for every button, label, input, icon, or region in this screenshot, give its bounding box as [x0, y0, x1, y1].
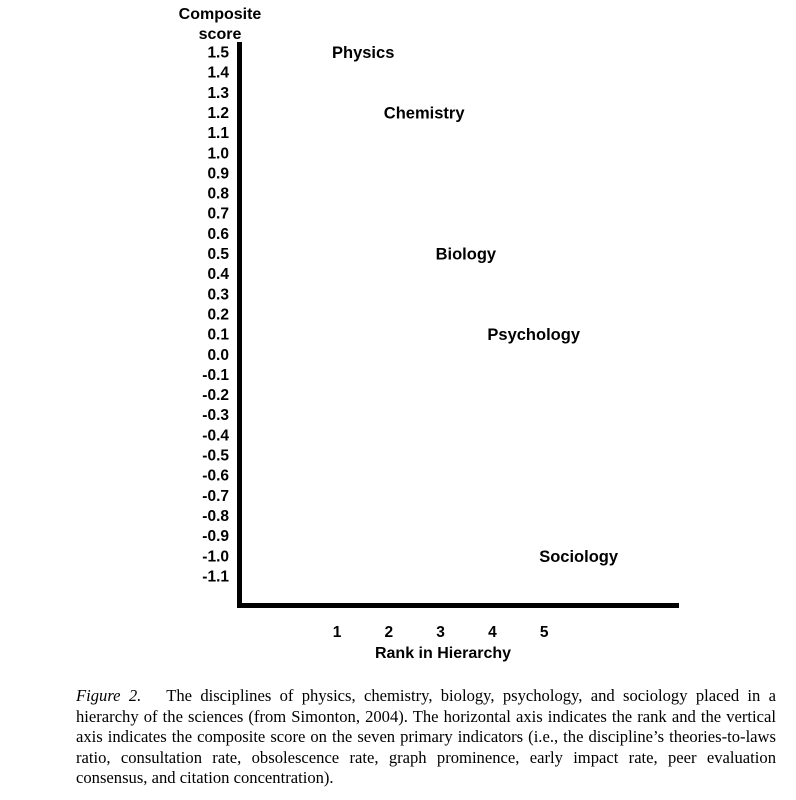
- y-tick-label: 0.2: [207, 306, 229, 324]
- x-tick-label: 3: [436, 624, 445, 641]
- y-axis-title-line-1: Composite: [178, 6, 262, 23]
- y-tick-label: 0.5: [207, 246, 229, 263]
- y-tick-label: 1.4: [207, 64, 229, 82]
- data-point-chemistry: Chemistry: [383, 104, 465, 123]
- y-tick-label: 0.0: [207, 346, 229, 364]
- data-points: [332, 44, 619, 566]
- y-tick-label: -0.1: [202, 366, 229, 384]
- y-tick-label: 0.9: [207, 165, 229, 183]
- y-tick-label: 0.6: [207, 225, 229, 243]
- y-axis-tick-labels: [202, 45, 229, 586]
- data-point-sociology: Sociology: [539, 547, 619, 566]
- x-tick-label: 1: [332, 624, 342, 641]
- y-tick-label: -0.8: [202, 507, 229, 525]
- y-tick-label: -0.6: [202, 467, 229, 485]
- y-tick-label: -1.1: [202, 568, 229, 586]
- y-tick-label: -0.4: [202, 427, 229, 445]
- data-point-biology: Biology: [435, 245, 497, 264]
- y-tick-label: 0.4: [207, 266, 229, 284]
- y-tick-label: 1.5: [207, 44, 229, 62]
- figure-caption: [76, 686, 776, 789]
- y-axis-title-line-2: score: [198, 26, 242, 43]
- x-tick-label: 2: [384, 624, 394, 641]
- y-tick-label: -0.2: [202, 387, 229, 405]
- y-tick-label: 1.2: [207, 104, 229, 122]
- x-tick-label: 5: [539, 624, 549, 641]
- caption-text: The disciplines of physics, chemistry, biology, psychology, and sociology placed in a hierarchy of the sciences (from Simonton, 2004). The horizontal axis indicates the rank and the vertical axis indicates the composite score on the seven primary indicators (i.e., the discipline’s theories-to-laws ratio, consultation rate, obsolescence rate, graph prominence, early impact rate, peer evaluation consensus, and citation concentration).: [76, 686, 776, 787]
- y-tick-label: -0.3: [202, 407, 229, 425]
- y-tick-label: 1.3: [207, 84, 229, 102]
- data-point-physics: Physics: [332, 44, 395, 62]
- y-tick-label: 1.1: [207, 125, 229, 143]
- y-tick-label: -0.5: [202, 447, 229, 465]
- y-tick-label: 0.7: [207, 205, 229, 223]
- data-point-psychology: Psychology: [487, 326, 581, 345]
- y-tick-label: 0.3: [207, 286, 229, 304]
- y-tick-label: 0.1: [207, 326, 229, 344]
- y-tick-label: -1.0: [202, 548, 229, 566]
- y-tick-label: -0.7: [202, 487, 229, 505]
- x-axis-title: Rank in Hierarchy: [374, 645, 512, 662]
- y-tick-label: 1.0: [207, 145, 229, 163]
- x-axis-tick-labels: [333, 624, 549, 641]
- caption-label: Figure 2.: [76, 686, 142, 705]
- y-tick-label: 0.8: [207, 185, 229, 203]
- x-tick-label: 4: [488, 624, 497, 641]
- y-tick-label: -0.9: [202, 528, 229, 546]
